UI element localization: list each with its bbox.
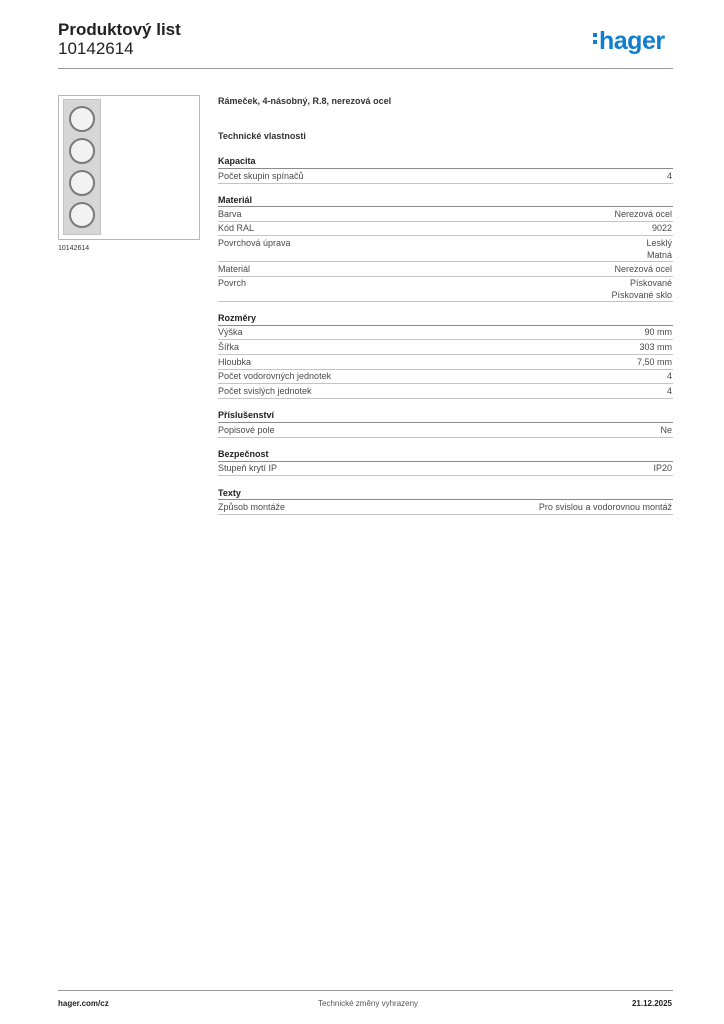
spec-label: Povrch bbox=[218, 278, 247, 288]
spec-label: Hloubka bbox=[218, 357, 252, 367]
spec-value: Pro svislou a vodorovnou montáž bbox=[538, 502, 672, 512]
spec-value: 4 bbox=[666, 171, 672, 181]
socket-opening-icon bbox=[69, 170, 95, 196]
row-divider bbox=[218, 383, 673, 384]
spec-label: Šířka bbox=[218, 342, 240, 352]
footer-website-link[interactable]: hager.com/cz bbox=[58, 999, 109, 1008]
header-divider bbox=[58, 68, 673, 69]
page-title: Produktový list bbox=[58, 20, 181, 39]
section-title-accessories: Příslušenství bbox=[218, 410, 275, 420]
logo-dots-icon bbox=[593, 30, 597, 47]
row-divider bbox=[218, 437, 673, 438]
spec-value: IP20 bbox=[653, 463, 672, 473]
row-divider bbox=[218, 354, 673, 355]
spec-label: Počet skupin spínačů bbox=[218, 171, 304, 181]
product-title: Rámeček, 4-násobný, R.8, nerezová ocel bbox=[218, 96, 392, 106]
row-divider bbox=[218, 261, 673, 262]
row-divider bbox=[218, 235, 673, 236]
section-title-dimensions: Rozměry bbox=[218, 313, 257, 323]
section-divider bbox=[218, 206, 673, 207]
spec-value: Pískované bbox=[629, 278, 672, 288]
row-divider bbox=[218, 301, 673, 302]
logo-text: hager bbox=[599, 27, 665, 55]
article-number: 10142614 bbox=[58, 39, 134, 58]
spec-value: 90 mm bbox=[644, 327, 672, 337]
spec-value: Lesklý bbox=[646, 238, 672, 248]
socket-opening-icon bbox=[69, 106, 95, 132]
footer-date: 21.12.2025 bbox=[631, 999, 672, 1008]
row-divider bbox=[218, 339, 673, 340]
section-title-capacity: Kapacita bbox=[218, 156, 256, 166]
spec-label: Materiál bbox=[218, 264, 251, 274]
image-caption: 10142614 bbox=[58, 245, 90, 252]
spec-value: 4 bbox=[666, 386, 672, 396]
spec-label: Barva bbox=[218, 209, 242, 219]
section-divider bbox=[218, 499, 673, 500]
hager-logo bbox=[593, 26, 665, 56]
row-divider bbox=[218, 475, 673, 476]
row-divider bbox=[218, 514, 673, 515]
socket-opening-icon bbox=[69, 138, 95, 164]
footer-note: Technické změny vyhrazeny bbox=[318, 999, 419, 1008]
socket-opening-icon bbox=[69, 202, 95, 228]
row-divider bbox=[218, 221, 673, 222]
row-divider bbox=[218, 276, 673, 277]
row-divider bbox=[218, 183, 673, 184]
spec-label: Stupeň krytí IP bbox=[218, 463, 278, 473]
section-divider bbox=[218, 422, 673, 423]
spec-value: 9022 bbox=[651, 223, 672, 233]
spec-value: 303 mm bbox=[639, 342, 672, 352]
spec-label: Kód RAL bbox=[218, 223, 255, 233]
spec-value: Ne bbox=[660, 425, 672, 435]
spec-label: Počet vodorovných jednotek bbox=[218, 371, 332, 381]
section-divider bbox=[218, 325, 673, 326]
product-image bbox=[63, 99, 101, 235]
section-divider bbox=[218, 461, 673, 462]
section-title-safety: Bezpečnost bbox=[218, 449, 269, 459]
spec-label: Způsob montáže bbox=[218, 502, 286, 512]
spec-value: Nerezová ocel bbox=[614, 209, 672, 219]
section-title-texts: Texty bbox=[218, 488, 241, 498]
spec-label: Povrchová úprava bbox=[218, 238, 291, 248]
row-divider bbox=[218, 398, 673, 399]
spec-value: 4 bbox=[666, 371, 672, 381]
spec-value: Pískované sklo bbox=[611, 290, 672, 300]
spec-label: Počet svislých jednotek bbox=[218, 386, 312, 396]
technical-properties-heading: Technické vlastnosti bbox=[218, 131, 306, 141]
spec-value: 7,50 mm bbox=[636, 357, 672, 367]
spec-label: Výška bbox=[218, 327, 243, 337]
section-title-material: Materiál bbox=[218, 195, 253, 205]
footer-divider bbox=[58, 990, 673, 991]
spec-value: Nerezová ocel bbox=[614, 264, 672, 274]
spec-value: Matná bbox=[646, 250, 672, 260]
section-divider bbox=[218, 168, 673, 169]
spec-label: Popisové pole bbox=[218, 425, 275, 435]
row-divider bbox=[218, 369, 673, 370]
